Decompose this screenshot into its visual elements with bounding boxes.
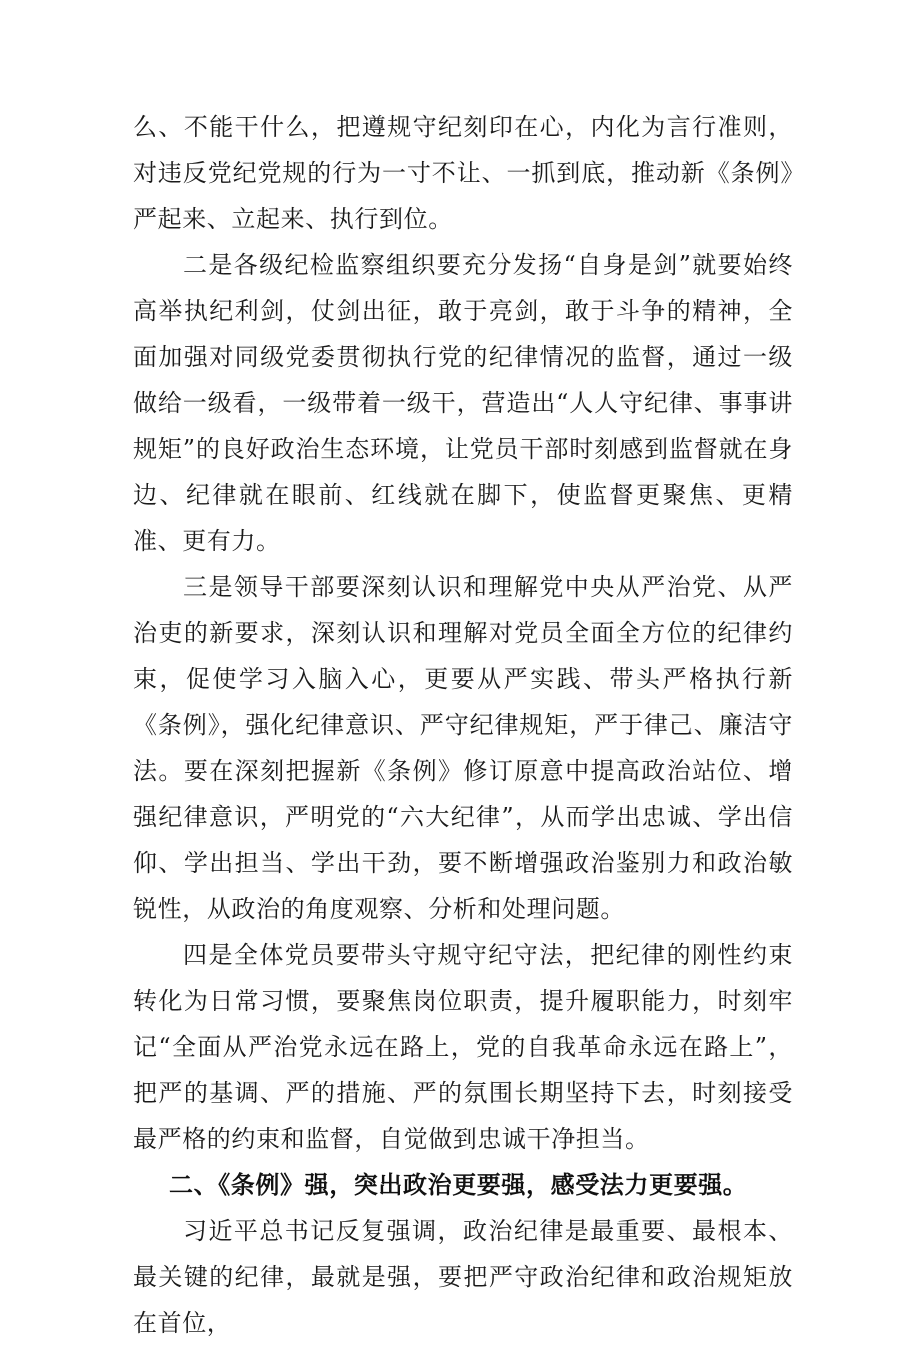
paragraph-continuation: 么、不能干什么，把遵规守纪刻印在心，内化为言行准则，对违反党纪党规的行为一寸不让、一抓到底，推动新《条例》严起来、立起来、执行到位。	[133, 113, 793, 233]
paragraph-point-four: 四是全体党员要带头守规守纪守法，把纪律的刚性约束转化为日常习惯，要聚焦岗位职责，提升履职能力，时刻牢记“全面从严治党永远在路上，党的自我革命永远在路上”，把严的基调、严的措施、严的氛围长期坚持下去，时刻接受最严格的约束和监督，自觉做到忠诚干净担当。	[133, 941, 793, 1153]
paragraph-section-two-intro: 习近平总书记反复强调，政治纪律是最重要、最根本、最关键的纪律，最就是强，要把严守政治纪律和政治规矩放在首位，	[133, 1217, 793, 1337]
paragraph-point-two: 二是各级纪检监察组织要充分发扬“自身是剑”就要始终高举执纪利剑，仗剑出征，敢于亮剑，敢于斗争的精神，全面加强对同级党委贯彻执行党的纪律情况的监督，通过一级做给一级看，一级带着一级干，营造出“人人守纪律、事事讲规矩”的良好政治生态环境，让党员干部时刻感到监督就在身边、纪律就在眼前、红线就在脚下，使监督更聚焦、更精准、更有力。	[133, 251, 793, 555]
paragraph-point-three: 三是领导干部要深刻认识和理解党中央从严治党、从严治吏的新要求，深刻认识和理解对党员全面全方位的纪律约束，促使学习入脑入心，更要从严实践、带头严格执行新《条例》，强化纪律意识、严守纪律规矩，严于律己、廉洁守法。要在深刻把握新《条例》修订原意中提高政治站位、增强纪律意识，严明党的“六大纪律”，从而学出忠诚、学出信仰、学出担当、学出干劲，要不断增强政治鉴别力和政治敏锐性，从政治的角度观察、分析和处理问题。	[133, 573, 793, 923]
document-body	[133, 104, 793, 1346]
section-heading-two: 二、《条例》强，突出政治更要强，感受法力更要强。	[169, 1171, 748, 1199]
